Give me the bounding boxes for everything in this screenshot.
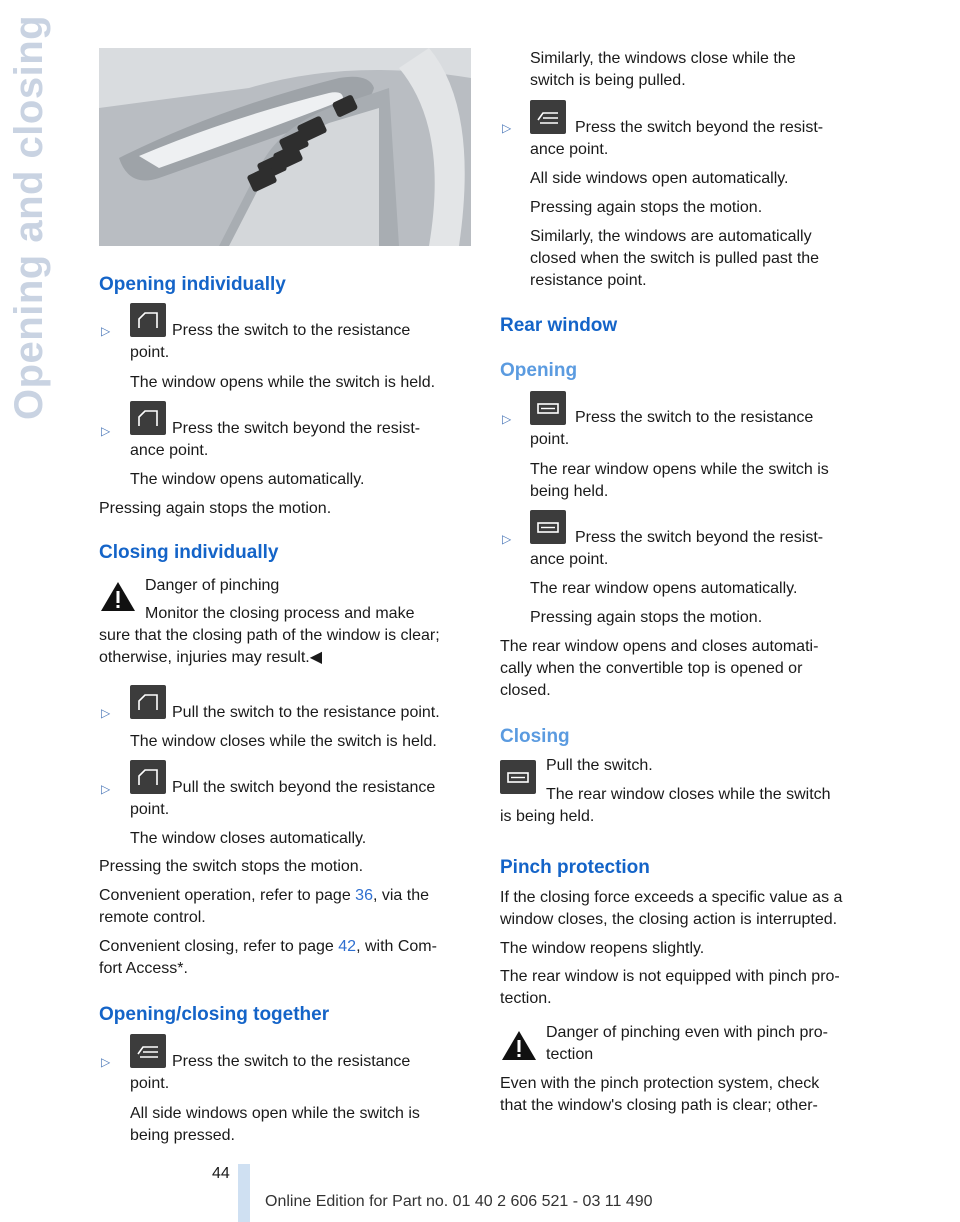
text-line: tection bbox=[546, 1046, 594, 1063]
text-line: resistance point. bbox=[530, 272, 647, 289]
text-line: Pull the switch. bbox=[546, 757, 653, 774]
text-line: Danger of pinching even with pinch pro‐ bbox=[546, 1024, 828, 1041]
text-line: Pull the switch beyond the resistance bbox=[172, 779, 436, 796]
text-line: Press the switch to the resistance bbox=[172, 1053, 411, 1070]
text-line: ance point. bbox=[530, 141, 609, 158]
bullet-icon: ▷ bbox=[101, 782, 111, 796]
text-line: Pressing the switch stops the motion. bbox=[99, 858, 364, 875]
page-link[interactable]: 42 bbox=[338, 938, 357, 955]
bullet-icon: ▷ bbox=[502, 532, 512, 546]
text-line: The window closes automatically. bbox=[130, 830, 367, 847]
text-line: that the window's closing path is clear; other‐ bbox=[500, 1097, 818, 1114]
bullet-icon: ▷ bbox=[502, 121, 512, 135]
text-line: window closes, the closing action is interrupted. bbox=[500, 911, 838, 928]
text-line: being held. bbox=[530, 483, 609, 500]
warning-icon bbox=[99, 580, 137, 613]
text-line: The window opens automatically. bbox=[130, 471, 365, 488]
text-line: closed. bbox=[500, 682, 551, 699]
text-line: cally when the convertible top is opened or bbox=[500, 660, 803, 677]
side-section-title bbox=[0, 0, 65, 430]
text-line: closed when the switch is pulled past the bbox=[530, 250, 820, 267]
window-switch-icon bbox=[130, 685, 166, 719]
text-span: Convenient closing, refer to page bbox=[99, 938, 339, 955]
text-line: remote control. bbox=[99, 909, 206, 926]
bullet-icon: ▷ bbox=[101, 706, 111, 720]
heading-closing-individually: Closing individually bbox=[99, 542, 279, 563]
footer-edition: Online Edition for Part no. 01 40 2 606 521 - 03 11 490 bbox=[265, 1193, 653, 1210]
text-line: The rear window closes while the switch bbox=[546, 786, 831, 803]
heading-pinch-protection: Pinch protection bbox=[500, 857, 650, 878]
page-link[interactable]: 36 bbox=[355, 887, 373, 904]
text-line: tection. bbox=[500, 990, 552, 1007]
window-switch-icon bbox=[130, 303, 166, 337]
text-span: Convenient operation, refer to page bbox=[99, 887, 356, 904]
text-line: point. bbox=[130, 1075, 170, 1092]
bullet-icon: ▷ bbox=[502, 412, 512, 426]
text-line: Press the switch beyond the resist‐ bbox=[172, 420, 421, 437]
text-line: Pressing again stops the motion. bbox=[530, 199, 763, 216]
text-line: point. bbox=[130, 344, 170, 361]
text-line: Even with the pinch protection system, check bbox=[500, 1075, 820, 1092]
text-line: being pressed. bbox=[130, 1127, 235, 1144]
subheading-closing: Closing bbox=[500, 726, 570, 747]
text-line: otherwise, injuries may result.◀ bbox=[99, 649, 323, 666]
text-line bbox=[99, 885, 429, 907]
text-line: The window reopens slightly. bbox=[500, 940, 705, 957]
bullet-icon: ▷ bbox=[101, 324, 111, 338]
heading-opening-closing-together: Opening/closing together bbox=[99, 1004, 330, 1025]
text-line bbox=[99, 936, 437, 958]
text-line: ance point. bbox=[530, 551, 609, 568]
text-line: is being held. bbox=[500, 808, 595, 825]
text-line: Pressing again stops the motion. bbox=[99, 500, 332, 517]
text-line: Press the switch beyond the resist‐ bbox=[575, 119, 824, 136]
footer-bar bbox=[238, 1164, 250, 1222]
bullet-icon: ▷ bbox=[101, 424, 111, 438]
text-line: Danger of pinching bbox=[145, 577, 280, 594]
heading-rear-window: Rear window bbox=[500, 315, 618, 336]
text-line: The window closes while the switch is held. bbox=[130, 733, 437, 750]
window-switch-icon bbox=[130, 401, 166, 435]
text-line: switch is being pulled. bbox=[530, 72, 686, 89]
heading-opening-individually: Opening individually bbox=[99, 274, 286, 295]
text-line: The rear window is not equipped with pinch pro‐ bbox=[500, 968, 840, 985]
text-line: All side windows open automatically. bbox=[530, 170, 789, 187]
text-line: Monitor the closing process and make bbox=[145, 605, 415, 622]
door-switch-photo bbox=[99, 48, 471, 246]
text-line: The rear window opens automatically. bbox=[530, 580, 798, 597]
subheading-opening: Opening bbox=[500, 360, 578, 381]
text-line: Press the switch to the resistance bbox=[575, 409, 814, 426]
text-line: fort Access*. bbox=[99, 960, 188, 977]
text-line: The rear window opens while the switch is bbox=[530, 461, 829, 478]
page-number: 44 bbox=[212, 1165, 230, 1182]
rear-window-switch-icon bbox=[530, 510, 566, 544]
text-line: The window opens while the switch is held. bbox=[130, 374, 436, 391]
text-line: Similarly, the windows are automatically bbox=[530, 228, 812, 245]
text-line: ance point. bbox=[130, 442, 209, 459]
text-line: Pull the switch to the resistance point. bbox=[172, 704, 440, 721]
rear-window-switch-icon bbox=[530, 391, 566, 425]
text-line: All side windows open while the switch is bbox=[130, 1105, 420, 1122]
warning-icon bbox=[500, 1029, 538, 1062]
text-span: , with Com‐ bbox=[356, 938, 437, 955]
all-windows-switch-icon bbox=[130, 1034, 166, 1068]
text-line: point. bbox=[530, 431, 570, 448]
window-switch-icon bbox=[130, 760, 166, 794]
text-line: Press the switch to the resistance bbox=[172, 322, 411, 339]
text-span: , via the bbox=[372, 887, 429, 904]
side-title-text: Opening and closing bbox=[7, 14, 51, 420]
rear-window-switch-icon bbox=[500, 760, 536, 794]
text-line: Press the switch beyond the resist‐ bbox=[575, 529, 824, 546]
text-line: sure that the closing path of the window is clear; bbox=[99, 627, 440, 644]
bullet-icon: ▷ bbox=[101, 1055, 111, 1069]
text-line: Similarly, the windows close while the bbox=[530, 50, 796, 67]
text-line: The rear window opens and closes automati‐ bbox=[500, 638, 819, 655]
text-line: Pressing again stops the motion. bbox=[530, 609, 763, 626]
text-line: point. bbox=[130, 801, 170, 818]
text-line: If the closing force exceeds a specific value as a bbox=[500, 889, 843, 906]
all-windows-switch-icon bbox=[530, 100, 566, 134]
